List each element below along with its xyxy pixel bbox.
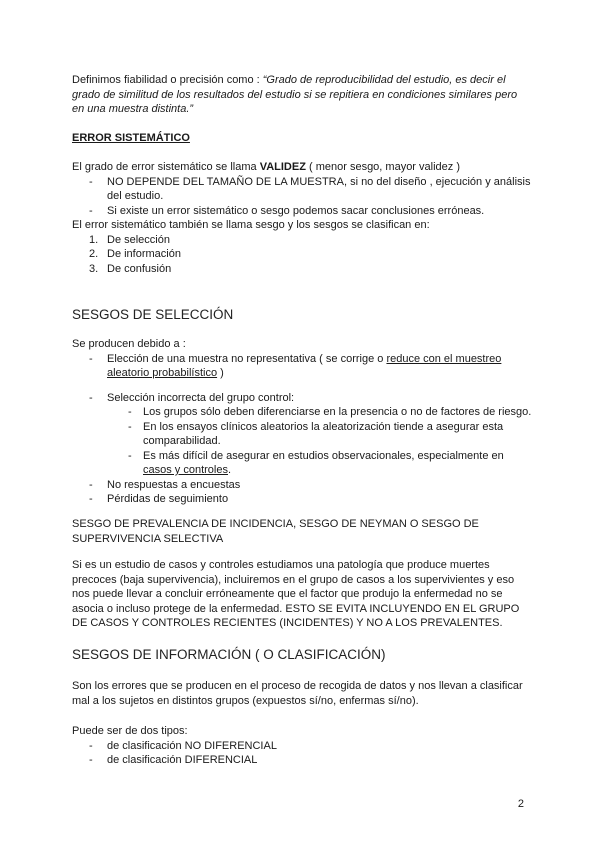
list-item: 2. De información <box>89 248 181 260</box>
page-number: 2 <box>517 798 524 810</box>
intro-paragraph <box>72 73 532 117</box>
sesgos-seleccion-heading: SESGOS DE SELECCIÓN <box>72 307 234 322</box>
seleccion-intro: Se producen debido a : <box>72 338 186 350</box>
list-item: - Es más difícil de asegurar en estudios observacionales, especialmente en casos y controles. <box>128 449 504 476</box>
list-item: - de clasificación DIFERENCIAL <box>89 754 258 766</box>
sesgo-classification-line: El error sistemático también se llama sesgo y los sesgos se clasifican en: <box>72 219 430 231</box>
list-item: - Los grupos sólo deben diferenciarse en la presencia o no de factores de riesgo. <box>128 406 532 418</box>
tipos-block <box>72 724 532 768</box>
error-sistematico-heading: ERROR SISTEMÁTICO <box>72 132 190 144</box>
grupo-control-sublist <box>72 405 532 478</box>
error-sistematico-body <box>72 160 532 276</box>
prevalencia-title: SESGO DE PREVALENCIA DE INCIDENCIA, SESGO DE NEYMAN O SESGO DE SUPERVIVENCIA SELECTIVA <box>72 518 479 545</box>
list-item: 1. De selección <box>89 233 170 246</box>
list-item: - NO DEPENDE DEL TAMAÑO DE LA MUESTRA, si no del diseño , ejecución y análisis del estudio. <box>89 175 531 202</box>
list-item: - Elección de una muestra no representativa ( se corrige o reduce con el muestreo aleatorio probabilístico ) <box>89 352 502 379</box>
informacion-paragraph: Son los errores que se producen en el proceso de recogida de datos y nos llevan a clasificar mal a los sujetos en distintos grupos (expuestos sí/no, enfermas sí/no). <box>72 680 523 707</box>
sesgos-informacion-heading: SESGOS DE INFORMACIÓN ( O CLASIFICACIÓN) <box>72 647 386 662</box>
seleccion-bullets <box>72 352 532 406</box>
list-item: - Pérdidas de seguimiento <box>89 493 229 505</box>
intro-quote: “Grado de reproducibilidad del estudio, es decir el grado de similitud de los resultados del estudio si se repitiera en condiciones similares pero en una muestra distinta.” <box>72 74 518 115</box>
list-item: - En los ensayos clínicos aleatorios la aleatorización tiende a asegurar esta comparabilidad. <box>128 420 504 447</box>
list-item: - No respuestas a encuestas <box>89 478 241 491</box>
error-bullets <box>72 175 532 219</box>
validez-term: VALIDEZ <box>259 161 306 173</box>
validez-line: El grado de error sistemático se llama VALIDEZ ( menor sesgo, mayor validez ) <box>72 161 460 173</box>
intro-lead: Definimos fiabilidad o precisión como : <box>72 74 263 86</box>
list-item: - de clasificación NO DIFERENCIAL <box>89 739 277 752</box>
tipos-intro: Puede ser de dos tipos: <box>72 725 188 737</box>
list-item: 3. De confusión <box>89 262 172 275</box>
prevalencia-paragraph: Si es un estudio de casos y controles estudiamos una patología que produce muertes precoces (baja supervivencia), incluiremos en el grupo de casos a los supervivientes y eso nos puede llevar a concluir erróneamente que el factor que produjo la enfermedad no se asocia o incluso protege de la enfermedad. ESTO SE EVITA INCLUYENDO EN EL GRUPO DE CASOS Y CONTROLES RECIENTES (INCIDENTES) Y NO A LOS PREVALENTES. <box>72 559 520 629</box>
list-item: - Si existe un error sistemático o sesgo podemos sacar conclusiones erróneas. <box>89 204 485 217</box>
sesgos-seleccion-body <box>72 337 532 507</box>
sesgo-types-list <box>72 233 532 277</box>
list-item: - Selección incorrecta del grupo control: <box>89 391 295 404</box>
seleccion-bullets-more <box>72 478 532 507</box>
tipos-list <box>72 739 532 768</box>
